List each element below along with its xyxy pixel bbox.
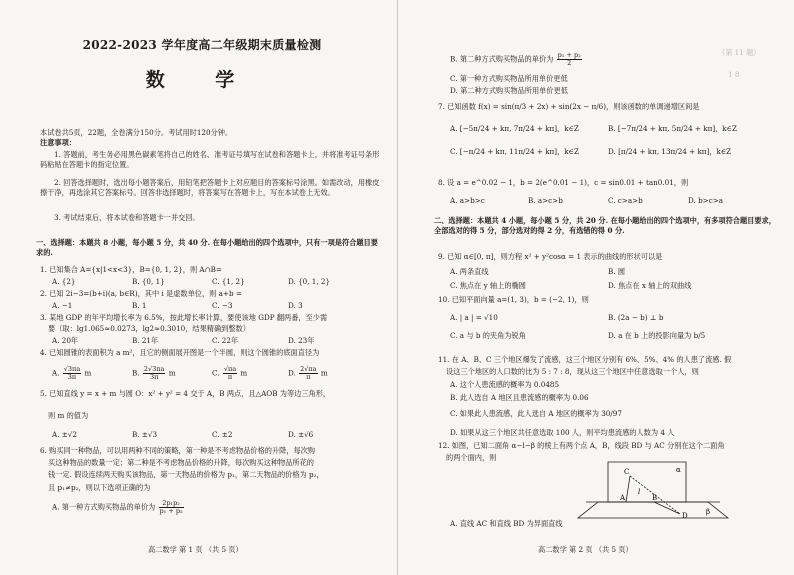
question-11-option-c: C. 如果此人患流感，此人选自 A 地区的概率为 30/97: [450, 409, 622, 418]
question-2-option-a: A. −1: [52, 301, 73, 310]
section-2-heading: 二、选择题：本题共 4 小题，每小题 5 分，共 20 分. 在每小题给出的四个选项中，有多项符合题目要求，全部选对的得 5 分，部分选对的得 2 分，有选错的得 0 分.: [434, 216, 776, 235]
exam-page-2: [398, 0, 794, 575]
point-label-c: C: [624, 468, 630, 476]
notice-item-1: 1. 答题前，考生务必用黑色碳素笔将自己的姓名、准考证号填写在试卷和答题卡上，并将准考证号条形码粘贴在答题卡的指定位置。: [40, 150, 380, 169]
question-3-option-a: A. 20年: [52, 336, 79, 345]
question-4-option-c-unit: m: [240, 368, 248, 378]
question-7-option-a: A. [−5π/24 + kπ, 7π/24 + kπ]，k∈Z: [450, 124, 579, 133]
question-6-option-d: D. 第二种方式购买物品所用单价更低: [450, 86, 568, 95]
question-2-stem: 2. 已知 2i−3=(b+i)(a, b∈R)，其中 i 是虚数单位，则 a+b =: [40, 289, 242, 298]
question-11-stem-line-2: 设这三个地区的人口数的比为 5 : 7 : 8，现从这三个地区中任意选取一个人，则: [446, 367, 699, 376]
question-1-stem: 1. 已知集合 A={x|1<x<3}，B={0, 1, 2}，则 A∩B=: [40, 265, 222, 274]
question-6-option-b: [450, 52, 583, 67]
bleed-through-number: 1 8: [728, 70, 740, 79]
question-6-option-c: C. 第一种方式购买物品所用单价更低: [450, 74, 568, 83]
question-3-stem-line-2: 要（取：lg1.065≈0.0273，lg2≈0.3010，结果精确到整数）: [48, 324, 250, 333]
question-6-option-b-label: B. 第二种方式购买物品的单价为: [450, 54, 554, 64]
question-4-option-d: [288, 366, 328, 381]
question-10-stem: 10. 已知平面向量 a=(1, 3)，b = (−2, 1)，则: [438, 295, 589, 304]
exam-intro: 本试卷共5页，22题，全卷满分150分。考试用时120分钟。: [40, 128, 233, 137]
question-10-option-b: B. (2a − b) ⊥ b: [608, 313, 664, 322]
question-8-option-d: D. b>c>a: [688, 196, 724, 205]
question-4-option-a-label: A.: [52, 368, 60, 378]
question-4-option-a-fraction: $\frac{√3\pi a}{3\pi}$: [63, 365, 81, 381]
question-10-option-a: A. | a | = √10: [450, 313, 498, 322]
question-5-option-d: D. ±√6: [288, 430, 314, 439]
question-6-option-b-fraction: $\frac{\text{p₁ + p₂}}{2}$: [557, 51, 581, 67]
question-8-stem: 8. 设 a = e^0.02 − 1，b = 2(e^0.01 − 1)，c = sin0.01 + tan0.01，则: [438, 178, 689, 187]
point-label-d: D: [682, 512, 688, 520]
question-8-option-b: B. a>c>b: [528, 196, 563, 205]
page-2-footer: 高二数学 第 2 页 （共 5 页）: [538, 545, 633, 554]
question-9-option-c: C. 焦点在 y 轴上的椭圆: [450, 281, 526, 290]
question-4-option-d-label: D.: [288, 368, 296, 378]
notice-heading: 注意事项：: [40, 138, 76, 147]
question-4-option-c: [212, 366, 247, 381]
question-9-option-a: A. 两条直线: [450, 267, 489, 276]
plane-label-beta: β: [706, 508, 711, 516]
edge-label-l: l: [638, 488, 641, 496]
question-9-stem: 9. 已知 α∈[0, π]，则方程 x² + y²cosα = 1 表示的曲线的形状可以是: [438, 252, 663, 261]
question-6-stem-line-3: 钱一定. 假设连续两天购买该物品，第一天物品的价格为 p₁，第二天物品的价格为 p₂，: [48, 470, 324, 479]
question-8-option-c: C. c>a>b: [608, 196, 643, 205]
question-4-option-a-unit: m: [84, 368, 92, 378]
notice-item-3: 3. 考试结束后，将本试卷和答题卡一并交回。: [54, 213, 200, 222]
question-11-option-a: A. 这个人患流感的概率为 0.0485: [450, 380, 560, 389]
section-1-heading: 一、选择题：本题共 8 小题，每小题 5 分，共 40 分. 在每小题给出的四个选项中，只有一项是符合题目要求的.: [36, 238, 378, 257]
point-label-b: B: [652, 494, 658, 502]
question-2-option-d: D. 3: [288, 301, 303, 310]
question-3-option-b: B. 21年: [132, 336, 159, 345]
question-10-option-c: C. a 与 b 的夹角为锐角: [450, 331, 526, 340]
question-5-option-c: C. ±2: [212, 430, 233, 439]
question-4-option-c-label: C.: [212, 368, 220, 378]
question-5-stem-line-2: 则 m 的值为: [48, 411, 89, 420]
question-5-option-a: A. ±√2: [52, 430, 77, 439]
question-6-stem-line-4: 且 p₁≠p₂，则以下选项正确的为: [48, 483, 151, 492]
question-4-option-c-fraction: $\frac{√\pi a}{\pi}$: [223, 365, 237, 381]
question-9-option-b: B. 圆: [608, 267, 626, 276]
question-12-stem-line-2: 的两个面内，则: [446, 453, 497, 462]
question-5-stem-line-1: 5. 已知直线 y = x + m 与圆 O：x² + y² = 4 交于 A，B 两点，且△AOB 为等边三角形，: [40, 389, 331, 398]
question-11-option-d: D. 如果从这三个地区共任意选取 100 人，则平均患流感的人数为 4 人: [450, 428, 675, 437]
question-12-option-a: A. 直线 AC 和直线 BD 为异面直线: [450, 519, 563, 528]
question-4-option-b-label: B.: [132, 368, 140, 378]
question-3-stem-line-1: 3. 某地 GDP 的年平均增长率为 6.5%，按此增长率计算，要使该地 GDP 翻两番，至少需: [40, 313, 328, 322]
question-9-option-d: D. 焦点在 x 轴上的双曲线: [608, 281, 692, 290]
question-7-option-d: D. [π/24 + kπ, 13π/24 + kπ]，k∈Z: [608, 147, 732, 156]
question-4-option-b: [132, 366, 176, 381]
point-label-a: A: [620, 494, 626, 502]
question-6-stem-line-1: 6. 购买同一种物品，可以用两种不同的策略，第一种是不考虑物品价格的升降，每次购: [40, 446, 316, 455]
dihedral-angle-figure: [568, 458, 738, 524]
question-1-option-c: C. {1, 2}: [212, 277, 245, 286]
question-7-option-c: C. [−π/24 + kπ, 11π/24 + kπ]，k∈Z: [450, 147, 579, 156]
question-4-option-b-fraction: $\frac{2√3\pi a}{3\pi}$: [143, 365, 165, 381]
question-6-option-a-fraction: $\frac{\text{2p₁p₂}}{\text{p₁ + p₂}}$: [159, 499, 183, 515]
question-2-option-c: C. −3: [212, 301, 233, 310]
notice-item-2: 2. 回答选择题时，选出每小题答案后，用铅笔把答题卡上对应题目的答案标号涂黑。如需改动，用橡皮擦干净，再选涂其它答案标号。回答非选择题时，将答案写在答题卡上，写在本试卷上无效。: [40, 178, 380, 197]
question-12-stem-line-1: 12. 如图，已知二面角 α−l−β 的棱上有两个点 A，B，线段 BD 与 AC 分别在这个二面角: [438, 441, 725, 450]
question-4-stem: 4. 已知圆锥的表面积为 a m²，且它的侧面展开图是一个半圆，则这个圆锥的底面直径为: [40, 348, 320, 357]
question-1-option-a: A. {2}: [52, 277, 76, 286]
question-5-option-b: B. ±√3: [132, 430, 158, 439]
question-11-option-b: B. 此人选自 A 地区且患流感的概率为 0.06: [450, 393, 589, 402]
question-4-option-d-fraction: $\frac{2√\pi a}{\pi}$: [300, 365, 317, 381]
question-1-option-d: D. {0, 1, 2}: [288, 277, 331, 286]
question-8-option-a: A. a>b>c: [450, 196, 485, 205]
exam-title: 2022-2023 学年度高二年级期末质量检测: [82, 38, 322, 52]
question-11-stem-line-1: 11. 在 A、B、C 三个地区爆发了流感，这三个地区分别有 6%、5%、4% 的人患了流感. 假: [438, 355, 732, 364]
question-7-option-b: B. [−7π/24 + kπ, 5π/24 + kπ]，k∈Z: [608, 124, 737, 133]
question-1-option-b: B. {0, 1}: [132, 277, 165, 286]
subject-title: 数 学: [145, 69, 257, 91]
question-4-option-b-unit: m: [168, 368, 176, 378]
bleed-through-mark: （第 11 题）: [718, 48, 761, 57]
question-10-option-d: D. a 在 b 上的投影向量为 b/5: [608, 331, 706, 340]
question-2-option-b: B. 1: [132, 301, 147, 310]
plane-label-alpha: α: [676, 466, 681, 474]
question-6-stem-line-2: 买这种物品的数量一定；第二种是不考虑物品价格的升降，每次购买这种物品所花的: [48, 458, 314, 467]
question-6-option-a: [52, 500, 185, 515]
page-1-footer: 高二数学 第 1 页 （共 5 页）: [148, 545, 243, 554]
question-3-option-d: D. 23年: [288, 336, 315, 345]
question-4-option-a: [52, 366, 91, 381]
question-3-option-c: C. 22年: [212, 336, 239, 345]
question-4-option-d-unit: m: [320, 368, 328, 378]
question-7-stem: 7. 已知函数 f(x) = sin(π/3 + 2x) + sin(2x − π/6)，则该函数的单调递增区间是: [438, 102, 700, 111]
question-6-option-a-label: A. 第一种方式购买物品的单价为: [52, 502, 156, 512]
segment-ca: [626, 476, 630, 502]
